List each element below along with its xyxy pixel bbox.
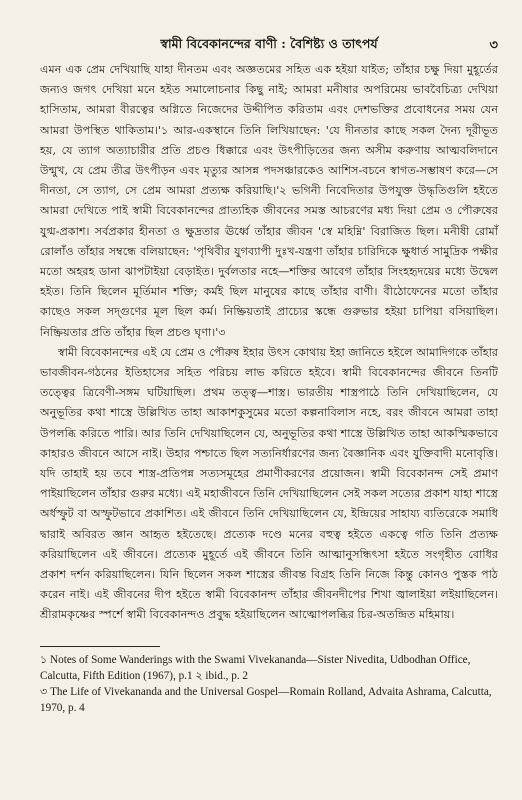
footnote-1-2: ১ Notes of Some Wanderings with the Swami Vivekananda—Sister Nivedita, Udbodhan Office, Calcutta, Fifth Edition (1967), p.1 ২ ibid., p. 2 xyxy=(40,654,471,682)
footnotes xyxy=(40,652,498,716)
footnote-3: ৩ The Life of Vivekananda and the Universal Gospel—Romain Rolland, Advaita Ashrama, Calcutta, 1970, p. 4 xyxy=(40,686,492,714)
footnote-divider xyxy=(40,646,160,647)
page-number: ৩ xyxy=(489,38,498,53)
paragraph-1: এমন এক প্রেম দেখিয়াছি যাহা দীনতম এবং অজ্ঞতমের সহিত এক হইয়া যাইত; তাঁহার চক্ষু দিয়া মুহূর্তের জন্যও জগৎ দেখিয়া মনে হইত সমালোচনার কিছু নাই; আমরা মনীষার অপরিমেয় ভাববৈচিত্র্য দেখিয়া হাসিতাম, আমরা বীরত্বের অগ্নিতে নিজেদের উদ্দীপিত করিতাম এবং দেশভক্তির প্রবোধনের সময় যেন আমরা উপস্থিত থাকিতাম।'১ আর-একস্থানে তিনি লিখিয়াছেন: 'যে দীনতার কাছে সকল দৈন্য দূরীভূত হয়, যে ত্যাগ অত্যাচারীর প্রতি প্রচণ্ড ধিক্কারে এবং উৎপীড়িতের জন্য অসীম করুণায় আত্মবলিদানে উন্মুখ, যে প্রেম তীব্র উৎপীড়ন এবং মৃত্যুর আসন্ন পদসঞ্চারকেও আশিস-বচনে স্বাগত-সম্ভাষণ করে—সে দীনতা, সে ত্যাগ, সে প্রেম আমরা প্রত্যক্ষ করিয়াছি।'২ ভগিনী নিবেদিতার উপযুক্ত উদ্ধৃতিগুলি হইতে আমরা দেখিতে পাই স্বামী বিবেকানন্দের প্রাত্যহিক জীবনের সমস্ত আচরণের মধ্য দিয়া প্রেম ও পৌরুষের যুগ্ম-প্রকাশ। সর্বপ্রকার হীনতা ও ক্ষুদ্রতার ঊর্ধ্বে তাঁহার জীবন 'স্বে মহিম্নি' বিরাজিত ছিল। মনীষী রোমাঁ রোলাঁও তাঁহার সম্বন্ধে বলিয়াছেন: 'পৃথিবীর যুগব্যাপী দুঃখ-যন্ত্রণা তাঁহার চারিদিকে ক্ষুধার্ত সামুদ্রিক পক্ষীর মতো অহরহ ডানা ঝাপটাইয়া বেড়াইত। দুর্বলতার নহে—শক্তির আবেগ তাঁহার সিংহহৃদয়ের মধ্যে উদ্বেল হইত। তিনি ছিলেন মূর্তিমান শক্তি; কর্মই ছিল মানুষের কাছে তাঁহার বাণী। বীঠোফেনের মতো তাঁহার কাছেও সকল সদ্গুণের মূল ছিল কর্ম। নিষ্ক্রিয়তাই প্রাচ্যের স্কন্ধে গুরুভার হইয়া চাপিয়া বসিয়াছিল। নিষ্ক্রিয়তার প্রতি তাঁহার ছিল প্রচণ্ড ঘৃণা।'৩ xyxy=(40,63,498,339)
running-header xyxy=(40,36,498,54)
body-text xyxy=(40,60,498,626)
running-title: স্বামী বিবেকানন্দের বাণী : বৈশিষ্ট্য ও তাৎপর্য xyxy=(160,36,378,51)
paragraph-2: স্বামী বিবেকানন্দের এই যে প্রেম ও পৌরুষ ইহার উৎস কোথায় ইহা জানিতে হইলে আমাদিগকে তাঁহার ভাবজীবন-গঠনের ইতিহাসের সহিত পরিচয় লাভ করিতে হইবে। স্বামী বিবেকানন্দের জীবনে তিনটি তত্ত্বের ত্রিবেণী-সঙ্গম ঘটিয়াছিল। প্রথম তত্ত্ব—শাস্ত্র। ভারতীয় শাস্ত্রপাঠে তিনি দেখিয়াছিলেন, যে অনুভূতির কথা শাস্ত্রে উল্লিখিত তাহা আকাশকুসুমের মতো কল্পনাবিলাস নহে, বরং জীবনে আমরা তাহা উপলব্ধি করিতে পারি। আর তিনি দেখিয়াছিলেন যে, অনুভূতির কথা শাস্ত্রে উল্লিখিত তাহা আকস্মিকভাবে কাহারও জীবনে আসে নাই। উহার পশ্চাতে ছিল সত্যনির্ধারণের জন্য বৈজ্ঞানিক এবং যুক্তিবাদী মনোবৃত্তি। যদি তাহাই হয় তবে শাস্ত্র-প্রতিপন্ন সত্যসমূহের প্রমাণীকরণের প্রয়োজন। স্বামী বিবেকানন্দ সেই প্রমাণ পাইয়াছিলেন তাঁহার গুরুর মধ্যে। এই মহাজীবনে তিনি দেখিয়াছিলেন সেই সকল সত্যের প্রকাশ যাহা শাস্ত্রে অর্ধস্ফুট বা অস্ফুটভাবে প্রকাশিত। এই জীবনে তিনি দেখিয়াছিলেন যে, ইন্দ্রিয়ের সাহায্য ব্যতিরেকে সমাধি দ্বারাই অবিরত জ্ঞান আহৃত হইতেছে। প্রত্যেক দণ্ডে মনের বহুত্ব হইতে একত্বে গতি তিনি প্রত্যক্ষ করিয়াছিলেন এই জীবনে। প্রত্যেক মুহূর্তে এই জীবনে তিনি আত্মানুসন্ধিৎসা হইতে সংগৃহীত বোধির প্রকাশ দর্শন করিয়াছিলেন। যিনি ছিলেন সকল শাস্ত্রের জীবন্ত বিগ্রহ তিনি নিজে কিন্তু কোনও পুস্তক পাঠ করেন নাই। এই জীবনের দীপ হইতে স্বামী বিবেকানন্দ তাঁহার জীবনদীপের শিখা জ্বালাইয়া লইয়াছিলেন। শ্রীরামকৃষ্ণের স্পর্শে স্বামী বিবেকানন্দও প্রবুদ্ধ হইয়াছিলেন আত্মোপলব্ধির চির-অতন্দ্রিত মহিমায়। xyxy=(40,345,498,622)
